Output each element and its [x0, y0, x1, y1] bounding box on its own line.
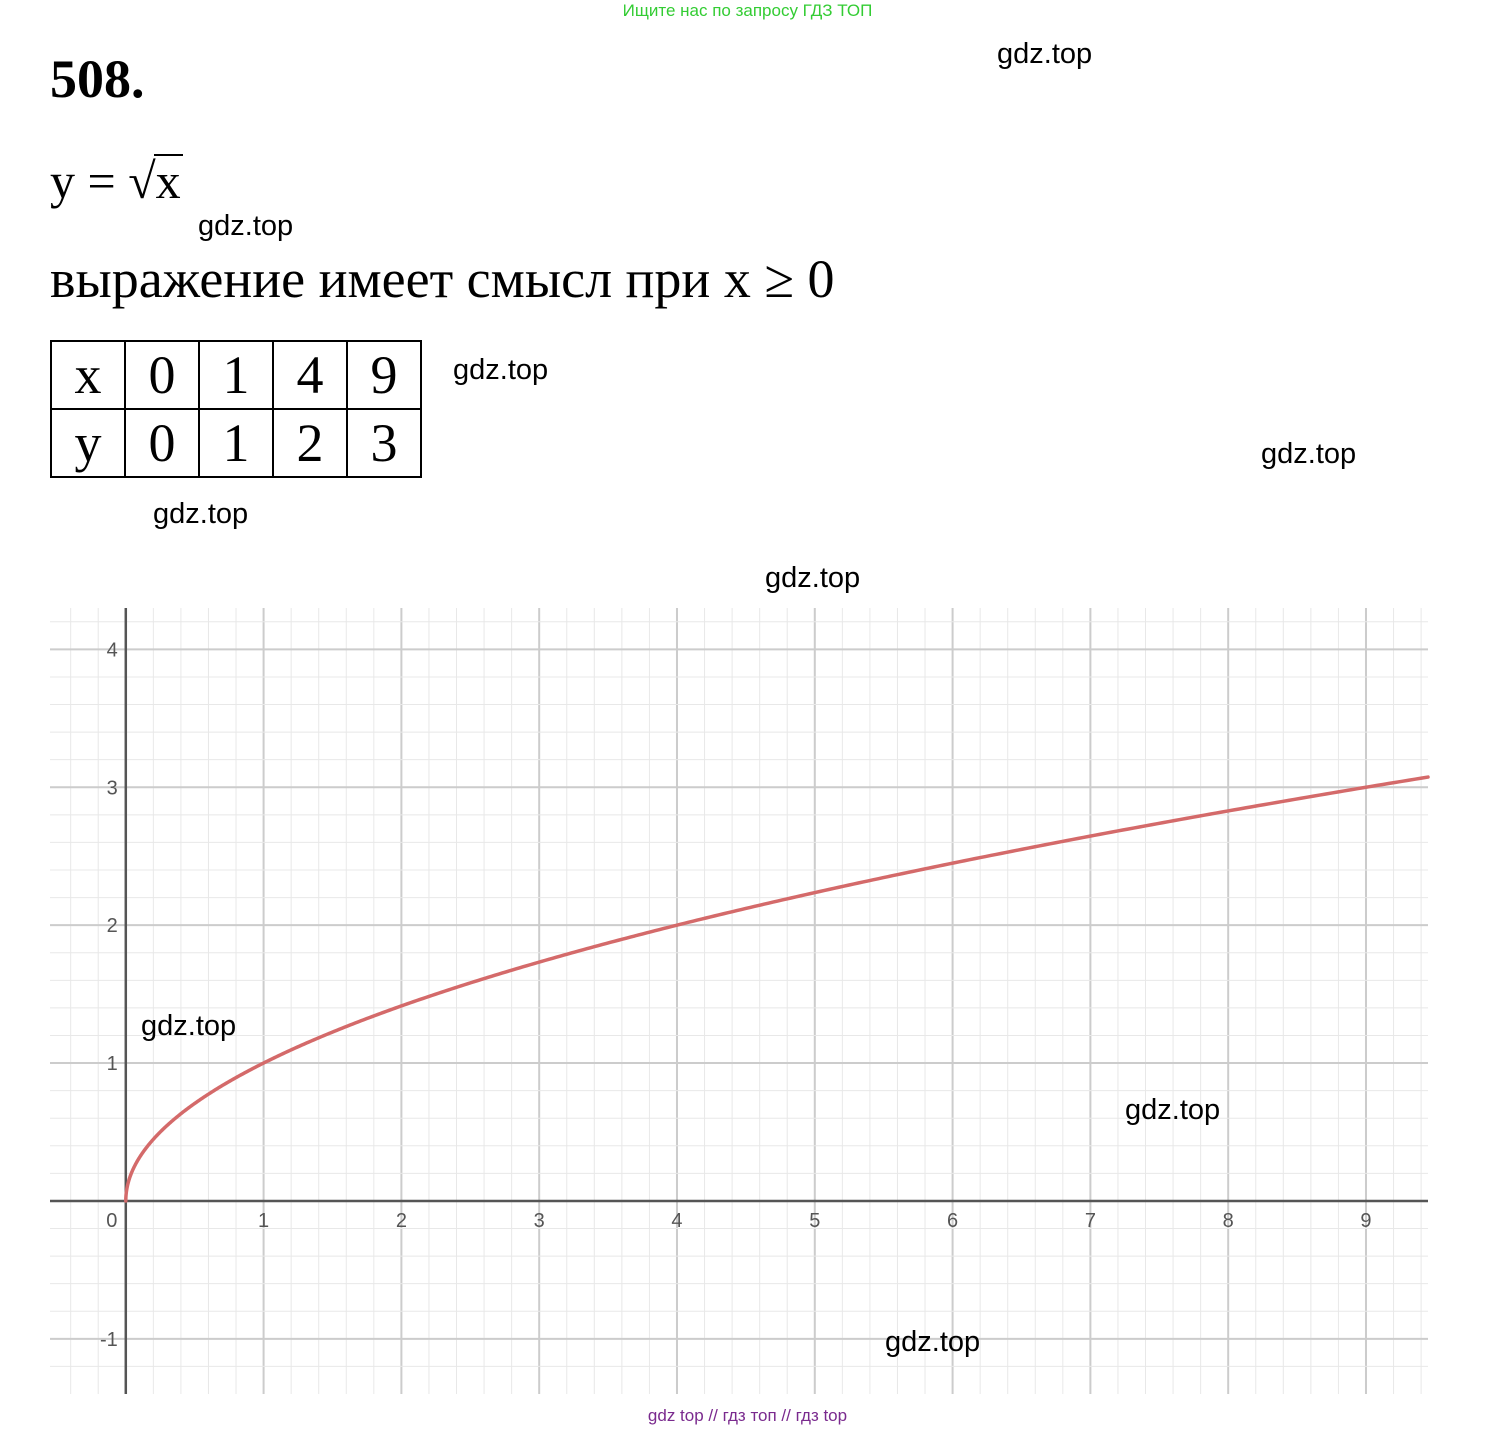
table-cell: y — [51, 409, 125, 477]
formula-lhs: y = — [50, 153, 129, 209]
y-tick-label: 3 — [106, 777, 118, 800]
table-cell: 1 — [199, 409, 273, 477]
top-banner: Ищите нас по запросу ГДЗ ТОП — [622, 1, 873, 20]
x-tick-label: 7 — [1084, 1209, 1096, 1232]
x-tick-label: 3 — [533, 1209, 545, 1232]
table-cell: 2 — [273, 409, 347, 477]
footer-links: gdz top // гдз топ // гдз top — [647, 1406, 848, 1425]
problem-number: 508. — [50, 49, 145, 109]
watermark: gdz.top — [1125, 1094, 1221, 1126]
watermark: gdz.top — [453, 354, 549, 386]
x-tick-label: 8 — [1222, 1209, 1234, 1232]
x-tick-label: 0 — [106, 1209, 118, 1232]
y-tick-label: 2 — [106, 915, 118, 938]
table-cell: 0 — [125, 409, 199, 477]
table-cell: 3 — [347, 409, 421, 477]
series-line — [126, 777, 1428, 1201]
watermark: gdz.top — [885, 1326, 981, 1358]
x-tick-label: 1 — [258, 1209, 270, 1232]
watermark: gdz.top — [198, 210, 294, 242]
table-cell: 0 — [125, 341, 199, 409]
x-tick-label: 6 — [947, 1209, 959, 1232]
x-tick-label: 5 — [809, 1209, 821, 1232]
x-tick-label: 4 — [671, 1209, 683, 1232]
watermark: gdz.top — [1261, 438, 1357, 470]
watermark: gdz.top — [997, 38, 1093, 70]
x-tick-label: 9 — [1360, 1209, 1372, 1232]
table-cell: 1 — [199, 341, 273, 409]
watermark: gdz.top — [765, 562, 861, 594]
watermark: gdz.top — [141, 1010, 237, 1042]
watermark: gdz.top — [153, 498, 249, 530]
formula-radicand: x — [155, 153, 181, 209]
table-cell: 9 — [347, 341, 421, 409]
sqrt-symbol: √ — [128, 153, 156, 209]
y-tick-label: -1 — [99, 1328, 118, 1351]
table-cell: x — [51, 341, 125, 409]
y-tick-label: 4 — [106, 639, 118, 662]
y-tick-label: 1 — [106, 1053, 118, 1076]
x-tick-label: 2 — [395, 1209, 407, 1232]
domain-statement: выражение имеет смысл при x ≥ 0 — [50, 249, 835, 309]
table-cell: 4 — [273, 341, 347, 409]
